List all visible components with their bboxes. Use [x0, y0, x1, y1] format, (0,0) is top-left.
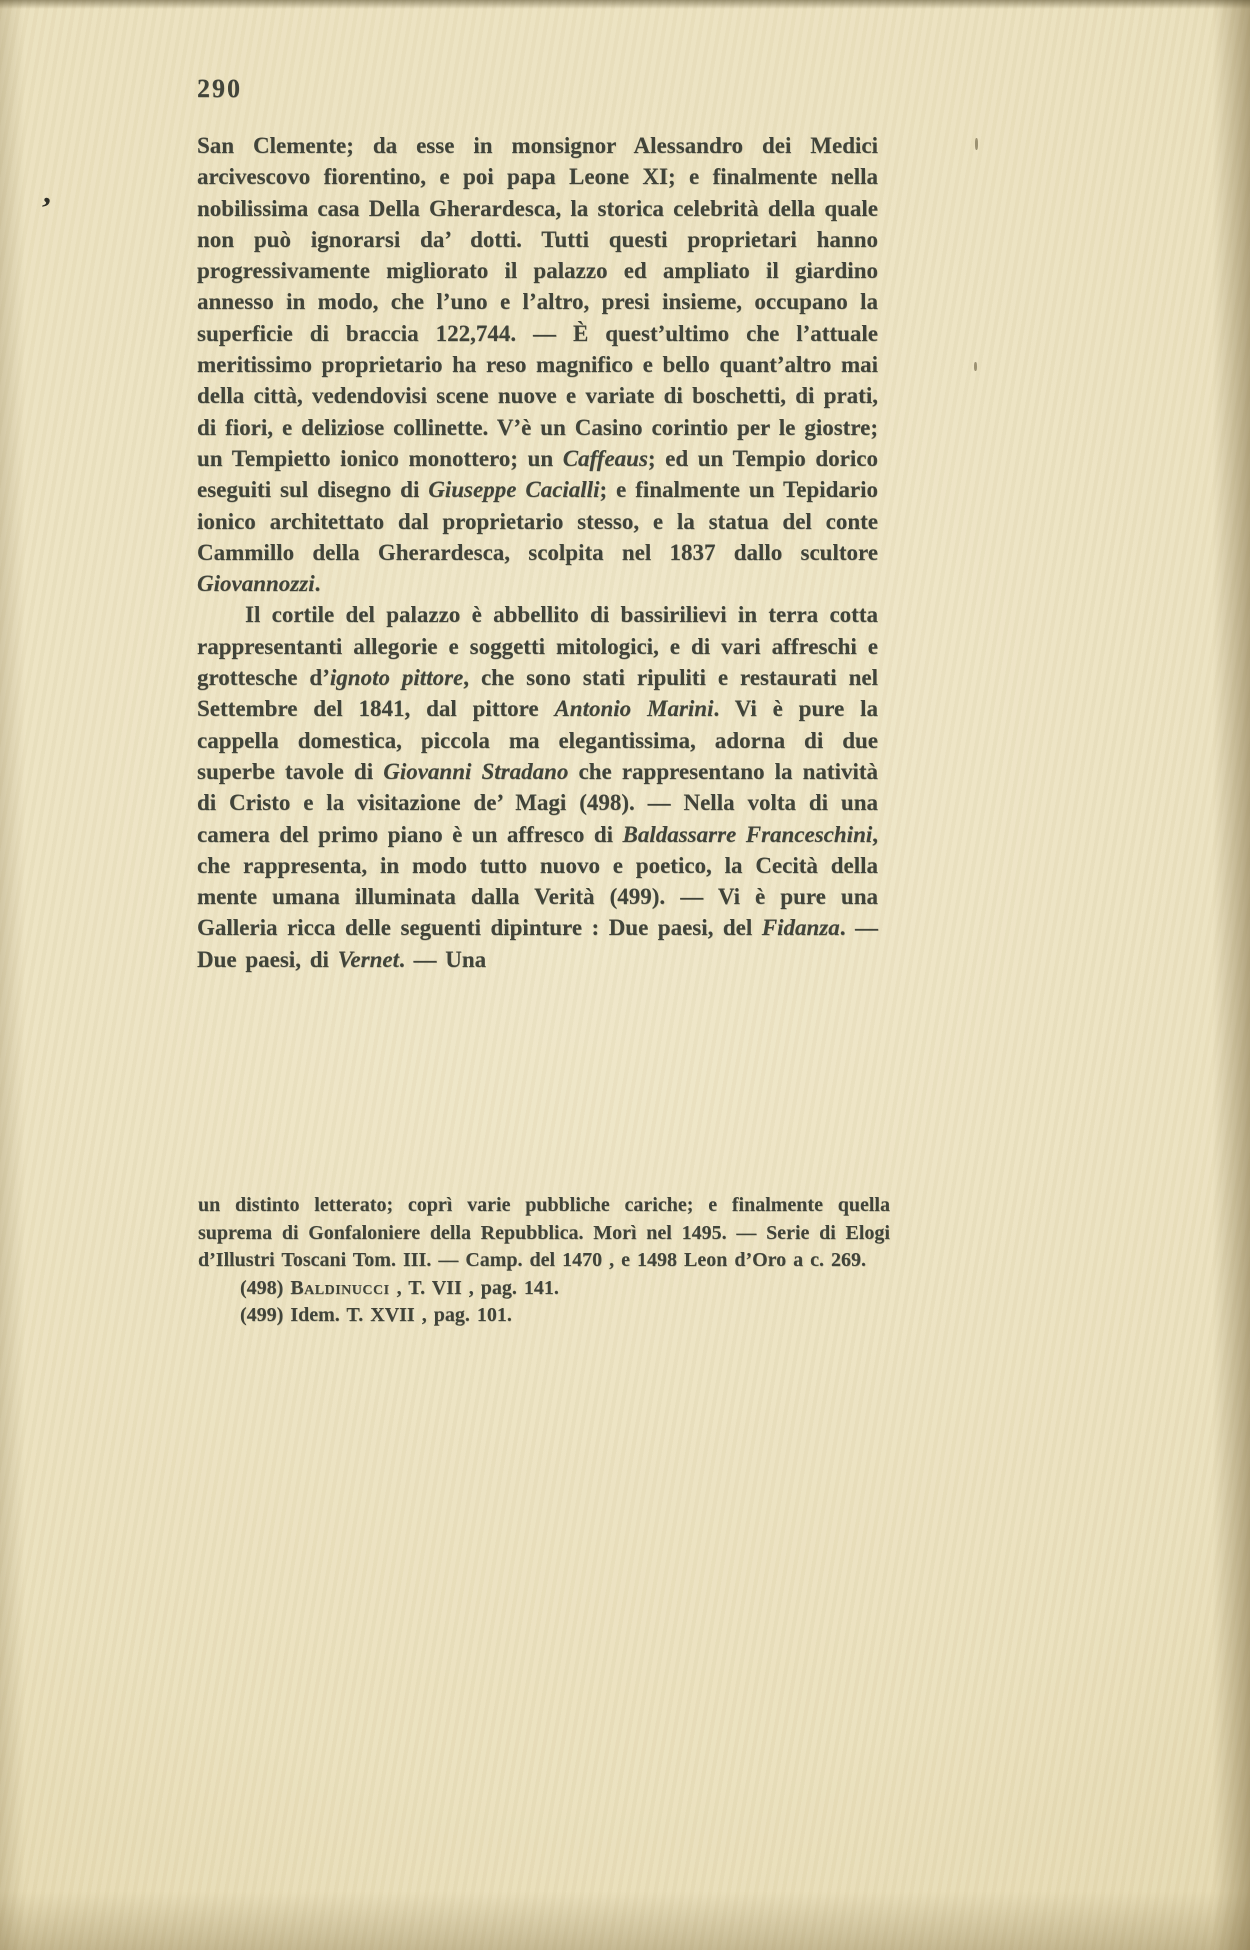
- text-segment: che rappresentano la natività di Cristo e la visitazione de’ Magi (498). — Nella volta di una camera del primo piano è un affresco di: [197, 758, 879, 847]
- text-segment: (498): [240, 1276, 291, 1299]
- text-segment: San Clemente; da esse in monsignor Alessandro dei Medici arcivescovo fiorentino, e poi papa Leone XI; e finalmente nella nobilissima casa Della Gherardesca, la storica celebrità della quale non può ignorarsi da’ dotti. Tutti questi proprietari hanno progressivamente migliorato il palazzo ed ampliato il giardino annesso in modo, che l’uno e l’altro, presi insieme, occupano la superficie di braccia 122,744. — È quest’ultimo che l’attuale meritissimo proprietario ha reso magnifico e bello quant’altro mai della città, vedendovisi scene nuove e variate di boschetti, di prati, di fiori, e deliziose collinette. V’è un Casino corintio per le giostre; un Tempietto ionico monottero; un: [197, 133, 878, 471]
- text-segment: , che sono stati ripuliti e restaurati nel Settembre del 1841, dal pittore: [197, 665, 879, 722]
- footnote-499: [198, 1302, 890, 1330]
- text-segment: Giovanni Stradano: [383, 758, 569, 784]
- paragraph-1: [197, 130, 878, 599]
- text-segment: un distinto letterato; coprì varie pubbliche cariche; e finalmente quella suprema di Gonfaloniere della Repubblica. Morì nel 1495. — Serie di Elogi d’Illustri Toscani Tom. III. — Camp. del 1470 , e 1498 Leon d’Oro a c. 269.: [198, 1194, 890, 1271]
- text-segment: . Vi è pure la cappella domestica, piccola ma elegantissima, adorna di due superbe tavole di: [197, 696, 878, 784]
- paper-speck: [974, 362, 977, 371]
- text-segment: Giuseppe Cacialli: [428, 477, 600, 503]
- main-text-block: [197, 130, 878, 975]
- margin-ink-mark: ’: [37, 189, 54, 227]
- footnote-block: [198, 1192, 890, 1330]
- text-segment: Baldinucci: [290, 1276, 390, 1299]
- text-segment: Vernet: [337, 946, 399, 972]
- text-segment: , T. VII , pag. 141.: [389, 1276, 559, 1299]
- text-segment: Antonio Marini: [554, 696, 714, 722]
- footnote-continuation: [198, 1192, 890, 1275]
- text-segment: Il cortile del palazzo è abbellito di bassirilievi in terra cotta rappresentanti allegorie e soggetti mitologici, e di vari affreschi e grottesche d’: [197, 602, 878, 691]
- text-segment: ignoto pittore: [329, 665, 464, 691]
- text-segment: Fidanza: [761, 915, 840, 941]
- text-segment: . — Due paesi, di: [197, 915, 879, 972]
- text-segment: , che rappresenta, in modo tutto nuovo e poetico, la Cecità della mente umana illuminata dalla Verità (499). — Vi è pure una Galleria ricca delle seguenti dipinture : Due paesi, del: [197, 821, 878, 941]
- text-segment: Giovannozzi: [197, 571, 315, 597]
- page-number: 290: [197, 74, 242, 103]
- text-segment: ; ed un Tempio dorico eseguiti sul disegno di: [197, 445, 878, 503]
- text-segment: Baldassarre Franceschini: [622, 821, 873, 847]
- footnote-498: [198, 1275, 890, 1303]
- paragraph-2: [197, 599, 878, 975]
- text-segment: ; e finalmente un Tepidario ionico architettato dal proprietario stesso, e la statua del conte Cammillo della Gherardesca, scolpita nel 1837 dallo scultore: [197, 477, 878, 565]
- text-segment: (499) Idem. T. XVII , pag. 101.: [240, 1304, 512, 1326]
- text-segment: . — Una: [398, 946, 487, 972]
- text-segment: .: [314, 571, 321, 597]
- paper-speck: [975, 138, 978, 150]
- text-segment: Caffeaus: [562, 445, 648, 471]
